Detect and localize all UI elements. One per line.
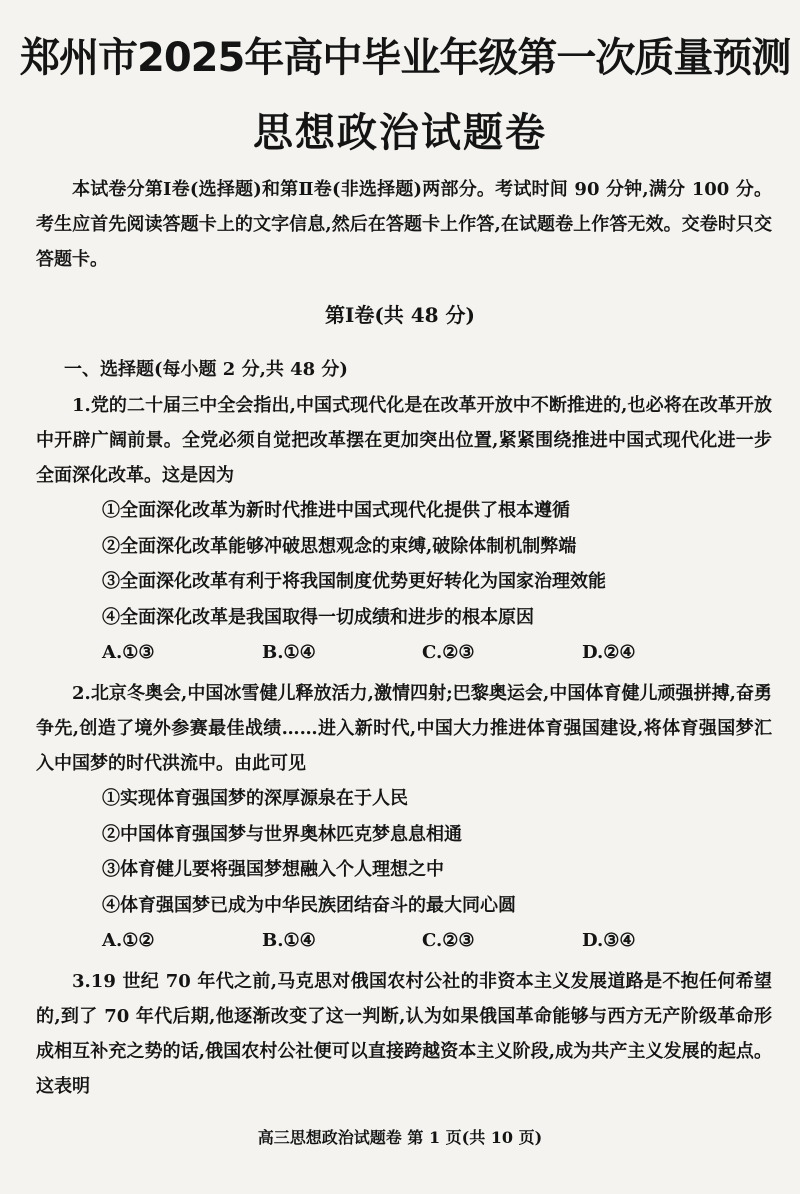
statement-3: ③全面深化改革有利于将我国制度优势更好转化为国家治理效能 [102,571,606,592]
statement-3: ③体育健儿要将强国梦想融入个人理想之中 [102,859,444,880]
question-stem: 1.党的二十届三中全会指出,中国式现代化是在改革开放中不断推进的,也必将在改革开放中开辟广阔前景。全党必须自觉把改革摆在更加突出位置,紧紧围绕推进中国式现代化进一步全面深化改革。这是因为 [36,395,772,486]
choice-c: C.②③ [422,642,475,663]
question-2 [36,676,772,959]
question-1 [36,388,772,671]
choice-a: A.①② [102,930,155,951]
exam-title: 郑州市2025年高中毕业年级第一次质量预测 [20,35,791,81]
exam-subtitle: 思想政治试题卷 [253,110,547,156]
instructions-text: 本试卷分第Ⅰ卷(选择题)和第Ⅱ卷(非选择题)两部分。考试时间 90 分钟,满分 100 分。考生应首先阅读答题卡上的文字信息,然后在答题卡上作答,在试题卷上作答无效。交卷时只交答题卡。 [36,179,772,270]
question-3 [36,964,772,1104]
statement-2: ②全面深化改革能够冲破思想观念的束缚,破除体制机制弊端 [102,535,577,557]
answer-choices [36,635,772,671]
question-stem: 3.19 世纪 70 年代之前,马克思对俄国农村公社的非资本主义发展道路是不抱任何希望的,到了 70 年代后期,他逐渐改变了这一判断,认为如果俄国革命能够与西方无产阶级革命形成相互补充之势的话,俄国农村公社便可以直接跨越资本主义阶段,成为共产主义发展的起点。这表明 [36,971,772,1097]
answer-choices [36,923,772,959]
statement-2: ②中国体育强国梦与世界奥林匹克梦息息相通 [102,823,462,845]
choice-b: B.①④ [262,930,316,951]
choice-c: C.②③ [422,930,475,951]
section-title: 第Ⅰ卷(共 48 分) [324,303,476,327]
choice-a: A.①③ [102,642,155,663]
choice-b: B.①④ [262,642,316,663]
statement-4: ④体育强国梦已成为中华民族团结奋斗的最大同心圆 [102,894,516,916]
choice-d: D.②④ [582,642,636,663]
page-footer: 高三思想政治试题卷 第 1 页(共 10 页) [257,1128,543,1147]
statement-1: ①全面深化改革为新时代推进中国式现代化提供了根本遵循 [102,500,570,521]
part-heading: 一、选择题(每小题 2 分,共 48 分) [64,359,348,380]
instructions [36,172,772,277]
question-stem: 2.北京冬奥会,中国冰雪健儿释放活力,激情四射;巴黎奥运会,中国体育健儿顽强拼搏,奋勇争先,创造了境外参赛最佳战绩……进入新时代,中国大力推进体育强国建设,将体育强国梦汇入中国梦的时代洪流中。由此可见 [36,683,772,774]
statement-1: ①实现体育强国梦的深厚源泉在于人民 [102,788,408,809]
choice-d: D.③④ [582,930,636,951]
statement-4: ④全面深化改革是我国取得一切成绩和进步的根本原因 [102,606,534,628]
